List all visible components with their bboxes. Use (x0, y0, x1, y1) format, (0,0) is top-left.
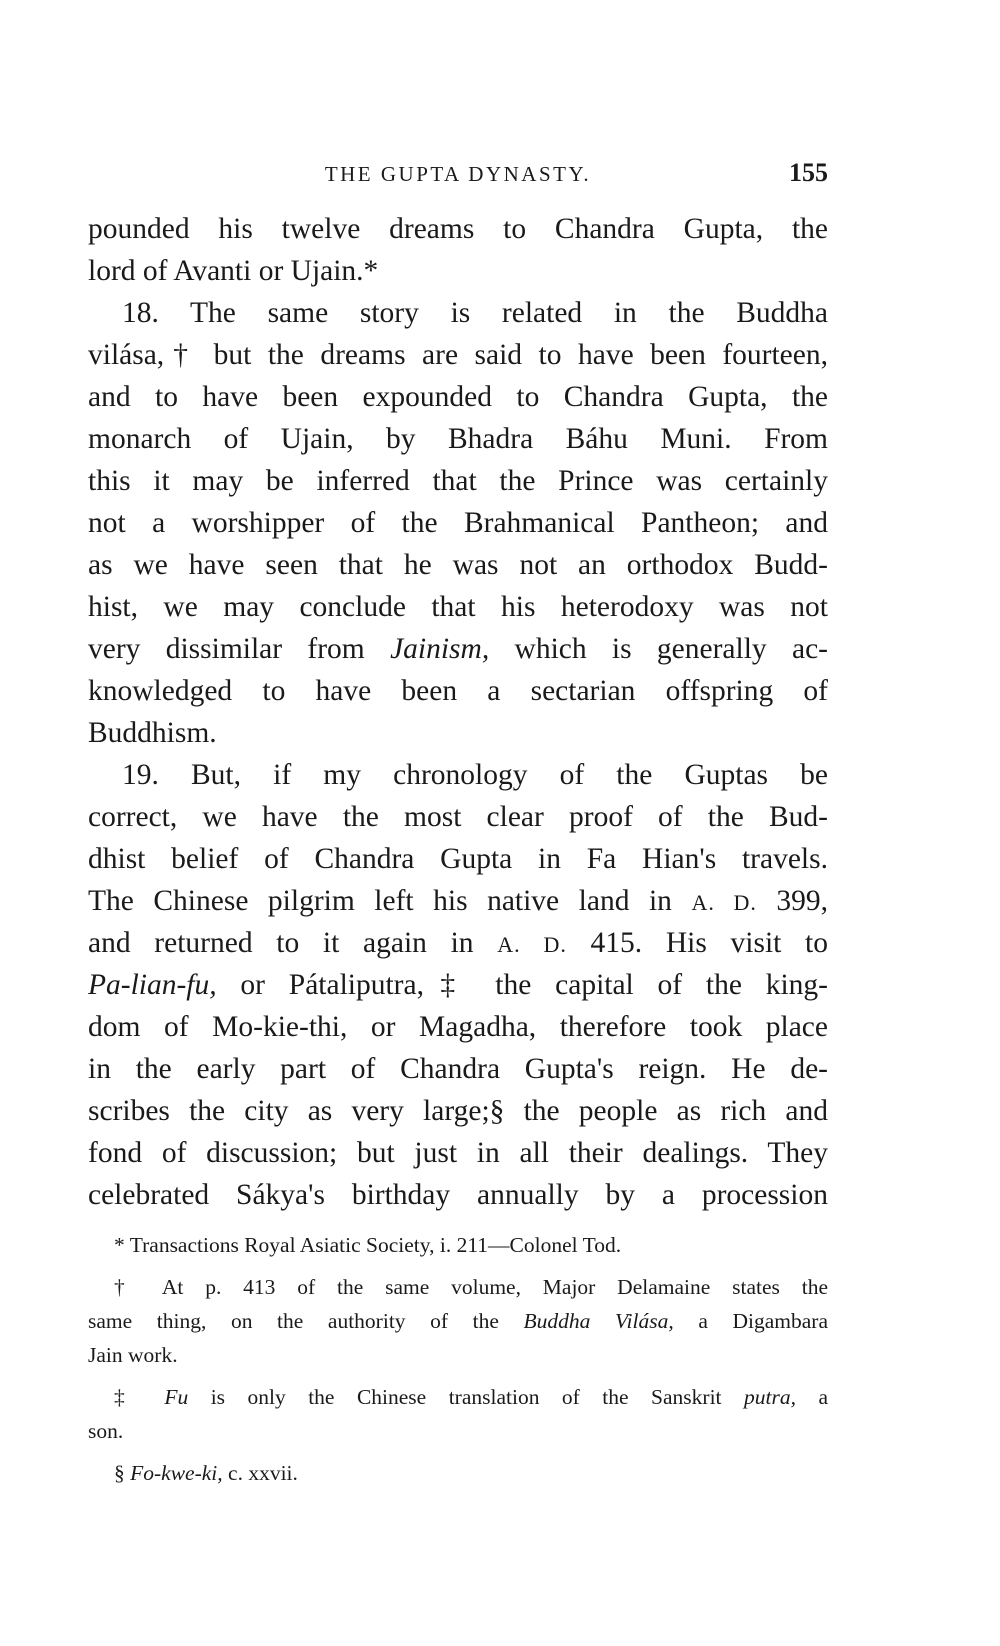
text-line: hist, we may conclude that his heterodoxy was not (88, 591, 828, 623)
text-span: § (114, 1461, 131, 1485)
text-line: Buddhism. (88, 717, 217, 749)
text-line: fond of discussion; but just in all their dealings. They (88, 1137, 828, 1169)
text-line: not a worshipper of the Brahmanical Pantheon; and (88, 507, 828, 539)
text-span: 415. His visit to (566, 927, 828, 959)
text-line: as we have seen that he was not an orthodox Budd- (88, 549, 828, 581)
italic-term: putra, (744, 1385, 796, 1409)
text-span: and returned to it again in (88, 927, 498, 959)
italic-term: Fu (164, 1385, 189, 1409)
running-head: THE GUPTA DYNASTY. (324, 162, 592, 186)
text-line: vilása,† but the dreams are said to have been fourteen, (88, 339, 828, 371)
text-span: a Digambara (673, 1309, 828, 1333)
text-span: ‡ (114, 1385, 165, 1409)
footnote-line (88, 1380, 828, 1414)
footnotes (88, 1228, 828, 1490)
text-line (88, 880, 828, 922)
text-line (88, 628, 828, 670)
text-line: 19. But, if my chronology of the Guptas be (122, 759, 828, 791)
text-span: 399, (756, 885, 828, 917)
era-abbrev: A. D. (497, 932, 567, 957)
text-line: scribes the city as very large;§ the people as rich and (88, 1095, 828, 1127)
text-span: The Chinese pilgrim left his native land in (88, 885, 692, 917)
footnote-line (88, 1456, 828, 1490)
text-span: c. xxvii. (222, 1461, 298, 1485)
italic-term: Pa-lian-fu, (88, 969, 217, 1001)
italic-term: Jainism, (390, 633, 490, 665)
page-number: 155 (789, 158, 828, 187)
italic-term: Fo-kwe-ki, (130, 1461, 223, 1485)
footnote-line: * Transactions Royal Asiatic Society, i. 211—Colonel Tod. (114, 1233, 622, 1257)
footnote-line (88, 1304, 828, 1338)
text-line: 18. The same story is related in the Buddha (122, 297, 828, 329)
text-span: or Pátaliputra,‡ the capital of the king- (216, 969, 828, 1001)
text-span: very dissimilar from (88, 633, 391, 665)
footnote-line: † At p. 413 of the same volume, Major Delamaine states the (114, 1275, 828, 1299)
footnote-line: Jain work. (88, 1343, 178, 1367)
footnote-line: son. (88, 1419, 124, 1443)
text-span: which is generally ac- (489, 633, 828, 665)
era-abbrev: A. D. (691, 890, 757, 915)
italic-term: Buddha Vilása, (523, 1309, 674, 1333)
text-line (88, 964, 828, 1006)
text-line: this it may be inferred that the Prince was certainly (88, 465, 828, 497)
text-span: same thing, on the authority of the (88, 1309, 524, 1333)
body-text (88, 208, 828, 1216)
text-span: a (795, 1385, 828, 1409)
text-line: knowledged to have been a sectarian offspring of (88, 675, 828, 707)
text-line: celebrated Sákya's birthday annually by a procession (88, 1179, 828, 1211)
text-line: pounded his twelve dreams to Chandra Gupta, the (88, 213, 828, 245)
text-span: is only the Chinese translation of the Sanskrit (188, 1385, 744, 1409)
text-line: and to have been expounded to Chandra Gupta, the (88, 381, 828, 413)
text-line: correct, we have the most clear proof of the Bud- (88, 801, 828, 833)
text-line: dom of Mo-kie-thi, or Magadha, therefore took place (88, 1011, 828, 1043)
text-line: dhist belief of Chandra Gupta in Fa Hian's travels. (88, 843, 828, 875)
text-line: in the early part of Chandra Gupta's reign. He de- (88, 1053, 828, 1085)
text-line: monarch of Ujain, by Bhadra Báhu Muni. From (88, 423, 828, 455)
page-header (88, 158, 828, 194)
text-line: lord of Avanti or Ujain.* (88, 255, 379, 287)
text-line (88, 922, 828, 964)
